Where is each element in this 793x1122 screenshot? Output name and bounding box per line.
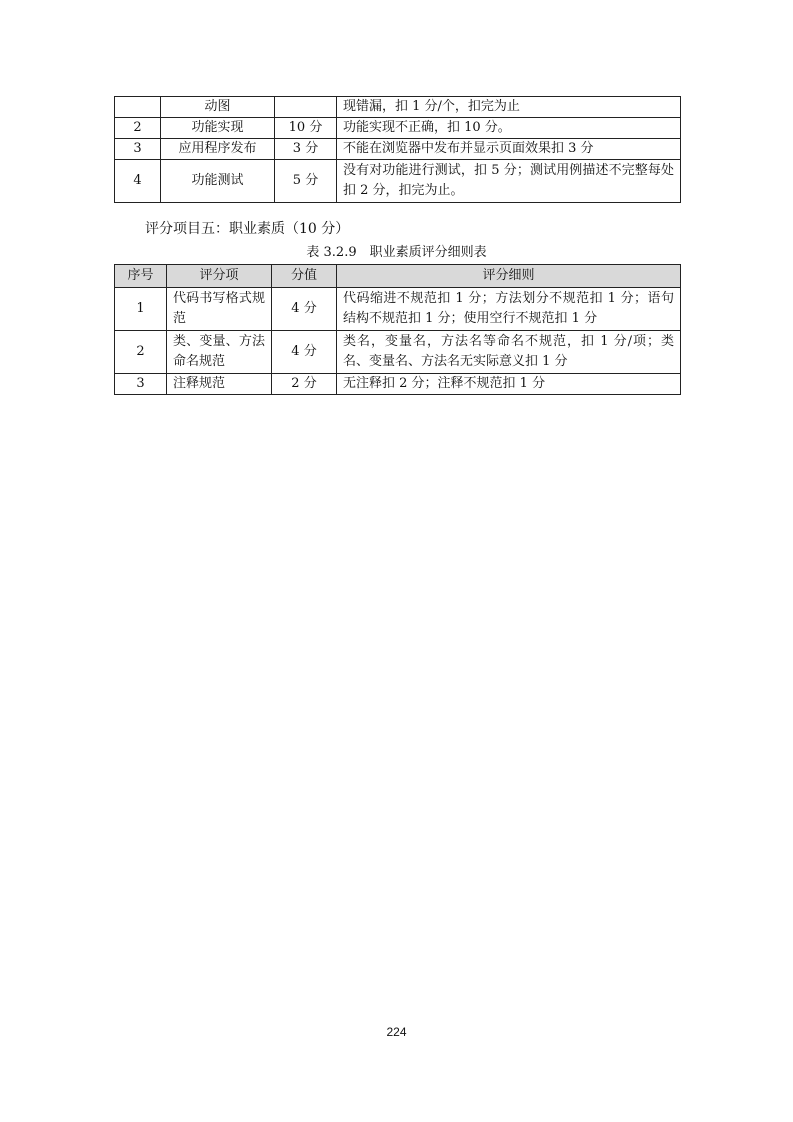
cell-item: 注释规范 <box>167 374 272 395</box>
cell-score: 4 分 <box>272 288 337 331</box>
cell-number: 2 <box>115 118 161 139</box>
cell-detail: 功能实现不正确，扣 10 分。 <box>337 118 681 139</box>
cell-detail: 类名，变量名，方法名等命名不规范，扣 1 分/项；类名、变量名、方法名无实际意义扣 1 分 <box>337 331 681 374</box>
table-header-row <box>115 265 681 288</box>
cell-detail: 现错漏，扣 1 分/个，扣完为止 <box>337 97 681 118</box>
scoring-table-continued <box>114 96 681 203</box>
cell-score: 10 分 <box>275 118 337 139</box>
cell-number: 2 <box>115 331 167 374</box>
cell-score: 2 分 <box>272 374 337 395</box>
professional-quality-table <box>114 264 681 395</box>
cell-item: 功能测试 <box>161 160 275 203</box>
table-caption: 表 3.2.9 职业素质评分细则表 <box>306 245 487 260</box>
cell-detail: 无注释扣 2 分；注释不规范扣 1 分 <box>337 374 681 395</box>
table-row <box>115 288 681 331</box>
cell-item: 类、变量、方法命名规范 <box>167 331 272 374</box>
cell-detail: 没有对功能进行测试，扣 5 分；测试用例描述不完整每处扣 2 分，扣完为止。 <box>337 160 681 203</box>
cell-number <box>115 97 161 118</box>
cell-item: 代码书写格式规范 <box>167 288 272 331</box>
cell-score: 5 分 <box>275 160 337 203</box>
header-score: 分值 <box>272 265 337 288</box>
table-row <box>115 160 681 203</box>
table-row <box>115 118 681 139</box>
section-heading: 评分项目五：职业素质（10 分） <box>145 221 350 237</box>
cell-item: 动图 <box>161 97 275 118</box>
cell-number: 1 <box>115 288 167 331</box>
cell-number: 3 <box>115 374 167 395</box>
table-row <box>115 97 681 118</box>
cell-score: 3 分 <box>275 139 337 160</box>
cell-number: 3 <box>115 139 161 160</box>
cell-item: 功能实现 <box>161 118 275 139</box>
cell-detail: 代码缩进不规范扣 1 分；方法划分不规范扣 1 分；语句结构不规范扣 1 分；使用空行不规范扣 1 分 <box>337 288 681 331</box>
cell-detail: 不能在浏览器中发布并显示页面效果扣 3 分 <box>337 139 681 160</box>
header-item: 评分项 <box>167 265 272 288</box>
cell-item: 应用程序发布 <box>161 139 275 160</box>
table-row <box>115 331 681 374</box>
table-row <box>115 374 681 395</box>
page-number: 224 <box>386 1025 407 1039</box>
header-number: 序号 <box>115 265 167 288</box>
cell-number: 4 <box>115 160 161 203</box>
table-row <box>115 139 681 160</box>
header-detail: 评分细则 <box>337 265 681 288</box>
cell-score: 4 分 <box>272 331 337 374</box>
cell-score <box>275 97 337 118</box>
